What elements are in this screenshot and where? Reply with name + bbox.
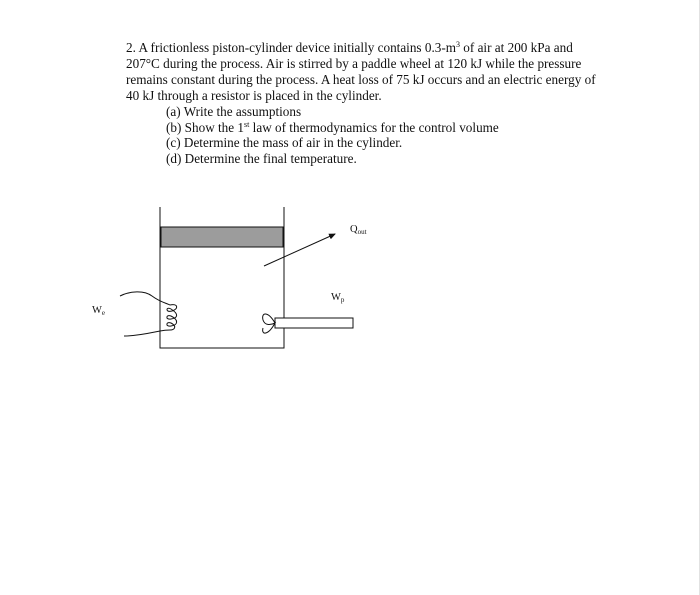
w-e-label <box>92 305 105 317</box>
part-b-superscript: st <box>244 119 250 129</box>
q-out-label <box>350 224 367 236</box>
problem-number: 2. <box>126 40 136 55</box>
statement-text-2: of air at 200 kPa and 207°C during the process. Air is stirred by a paddle wheel at 120 kJ while the pressure remains constant during the process. A heat loss of 75 kJ occurs and an electric energy of 40 kJ through a resistor is placed in the cylinder. <box>126 40 596 103</box>
w-e-symbol: W <box>92 305 102 316</box>
statement-text-1: A frictionless piston-cylinder device initially contains 0.3-m <box>138 40 456 55</box>
part-c: (c) Determine the mass of air in the cylinder. <box>166 135 403 150</box>
w-p-symbol: W <box>331 292 341 303</box>
part-a: (a) Write the assumptions <box>166 104 302 119</box>
resistor-coil <box>167 305 177 330</box>
w-p-subscript: p <box>340 296 345 304</box>
part-b-text: (b) Show the 1 <box>166 119 245 135</box>
resistor-lead-lower <box>124 330 170 336</box>
paddle-shaft <box>275 318 353 328</box>
resistor-lead-upper <box>120 292 170 305</box>
q-out-symbol: Q <box>350 224 358 235</box>
part-b-text-end: law of thermodynamics for the control volume <box>249 119 499 135</box>
w-e-subscript: e <box>101 309 106 317</box>
w-p-label <box>331 292 344 304</box>
piston <box>161 227 283 247</box>
part-d: (d) Determine the final temperature. <box>166 150 357 166</box>
q-out-subscript: out <box>357 228 367 236</box>
paddle-wheel <box>263 314 275 333</box>
cubic-superscript: 3 <box>456 40 460 49</box>
